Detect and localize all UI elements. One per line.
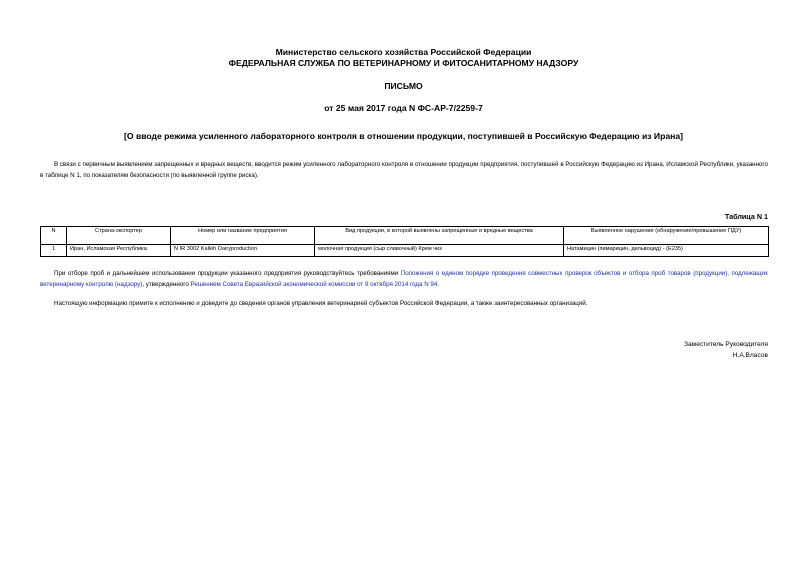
document-date-number: от 25 мая 2017 года N ФС-АР-7/2259-7 <box>324 103 483 113</box>
header-enterprise: Номер или название предприятия <box>171 227 315 245</box>
violations-table <box>40 226 769 257</box>
header-n: N <box>41 227 67 245</box>
regulation-link[interactable]: Положения о едином порядке проведения совместных проверок объектов и отбора проб товаров (продукции), подлежащих ветеринарному контролю (надзору) <box>40 270 768 288</box>
signature-position: Заместитель Руководителя <box>684 341 768 348</box>
federal-service-title: ФЕДЕРАЛЬНАЯ СЛУЖБА ПО ВЕТЕРИНАРНОМУ И ФИТОСАНИТАРНОМУ НАДЗОРУ <box>228 58 579 68</box>
paragraph-2-text-a: При отборе проб и дальнейшем использовании продукции указанного предприятия руководствуйтесь требованиями <box>54 270 401 277</box>
paragraph-2-text-b: , утвержденного <box>142 280 191 288</box>
signature-name: Н.А.Власов <box>732 352 768 359</box>
document-type: ПИСЬМО <box>384 81 423 91</box>
header-violation: Выявленное нарушение (обнаружение/превышение ПДУ) <box>564 227 769 245</box>
cell-violation: Натамицин (пимарицин, дельвоцид) - (E235) <box>564 245 769 257</box>
paragraph-1-text: В связи с первичным выявлением запрещенных и вредных веществ, вводится режим усиленного лабораторного контроля в отношении продукции предприятия, поступившей в Российскую Федерацию из Ирана, Исламской Республики, указанного в таблице N 1, по показателям безопасности (по выявленной группе риска). <box>40 161 768 179</box>
table-header-row <box>41 227 769 245</box>
paragraph-2-text-c: . <box>437 280 440 288</box>
header-country: Страна-экспортер <box>67 227 171 245</box>
cell-product: молочная продукция (сыр сливочный) Крем чиз <box>315 245 564 257</box>
paragraph-1 <box>40 160 768 181</box>
ministry-title: Министерство сельского хозяйства Российской Федерации <box>275 47 532 57</box>
cell-country: Иран, Исламская Республика <box>67 245 171 257</box>
table-row <box>41 245 769 257</box>
cell-n: 1 <box>41 245 67 257</box>
paragraph-2 <box>40 269 768 290</box>
paragraph-3-text: Настоящую информацию примите к исполнению и доведите до сведения органов управления ветеринарией субъектов Российской Федерации, а также заинтересованных организаций. <box>54 300 588 307</box>
table-caption: Таблица N 1 <box>724 212 768 221</box>
cell-enterprise: N IR 3002 Kalleh Dairyproduction <box>171 245 315 257</box>
document-subject: [О вводе режима усиленного лабораторного контроля в отношении продукции, поступившей в Российскую Федерацию из Ирана] <box>124 131 683 141</box>
decision-link[interactable]: Решением Совета Евразийской экономической комиссии от 9 октября 2014 года N 94 <box>190 280 438 288</box>
paragraph-3 <box>40 299 768 310</box>
header-product: Вид продукции, в которой выявлены запрещенные и вредные вещества <box>315 227 564 245</box>
